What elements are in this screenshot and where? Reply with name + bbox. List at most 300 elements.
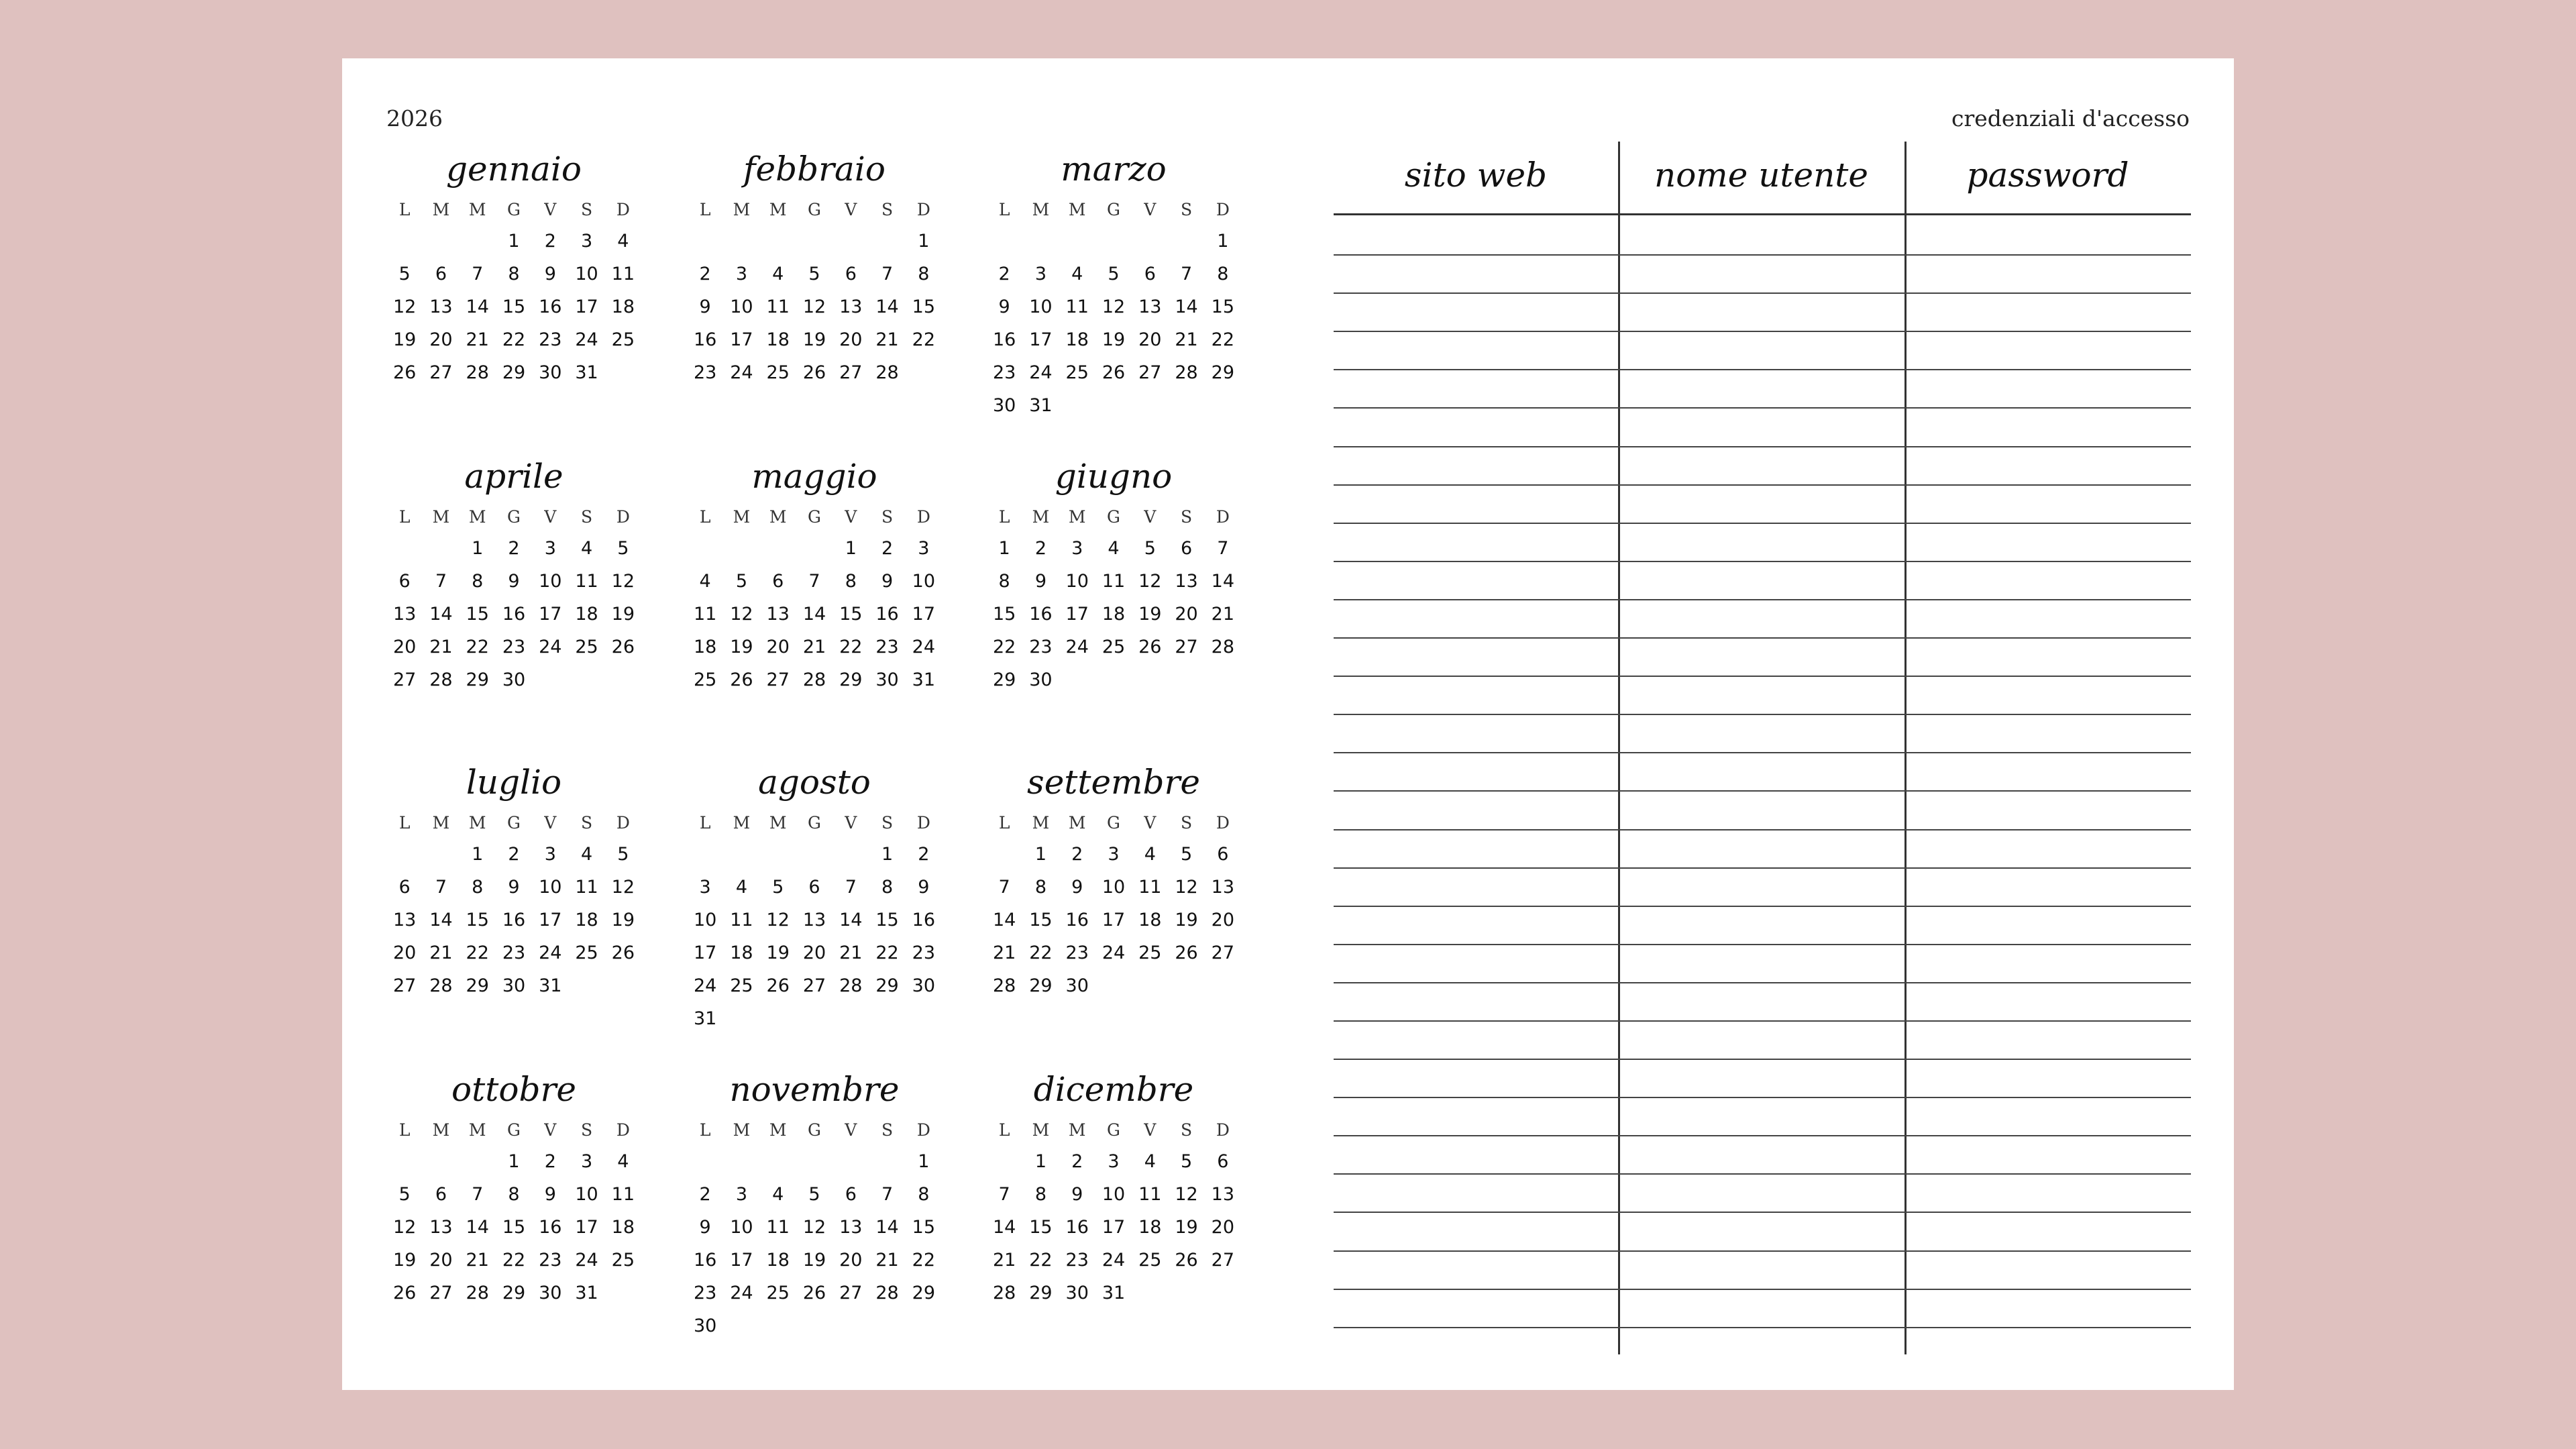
weekday-label: V [1144,507,1157,527]
day-number: 6 [845,1184,857,1205]
day-number: 19 [730,637,753,657]
credential-row[interactable] [1334,677,2191,715]
day-number: 13 [1138,297,1162,317]
day-number: 26 [730,669,753,690]
day-number: 22 [466,943,489,963]
day-number: 19 [766,943,790,963]
month-luglio [386,759,641,1002]
day-number: 17 [693,943,717,963]
day-number: 13 [766,604,790,625]
day-number: 17 [1102,910,1126,930]
day-number: 18 [1102,604,1126,625]
month-name: agosto [758,763,871,802]
day-number: 15 [1029,910,1053,930]
credential-row[interactable] [1334,792,2191,830]
weekday-header [386,808,641,838]
month-name: aprile [464,457,564,496]
day-number: 25 [766,1283,790,1303]
day-number: 29 [466,669,489,690]
day-number: 2 [1071,844,1083,865]
day-number: 1 [472,844,484,865]
weekday-label: V [845,813,857,833]
credential-row[interactable] [1334,1290,2191,1328]
credential-row[interactable] [1334,753,2191,792]
weekday-label: M [1068,200,1086,219]
weekday-label: V [1144,200,1157,219]
day-number: 5 [1108,264,1120,284]
day-number: 29 [839,669,863,690]
empty-day [423,1145,459,1178]
day-grid [687,1145,942,1342]
day-number: 10 [693,910,717,930]
day-number: 30 [502,669,526,690]
credential-row[interactable] [1334,409,2191,447]
day-number: 19 [1138,604,1162,625]
day-number: 22 [912,329,936,350]
credential-row[interactable] [1334,639,2191,677]
month-name: febbraio [743,150,885,189]
credential-row[interactable] [1334,294,2191,332]
day-number: 17 [539,604,562,625]
day-number: 30 [539,362,562,383]
day-number: 13 [839,1217,863,1238]
day-number: 8 [472,877,484,898]
weekday-label: M [1068,813,1086,833]
day-number: 24 [1102,1250,1126,1271]
day-number: 7 [881,264,894,284]
day-number: 23 [912,943,936,963]
weekday-label: D [916,1120,930,1140]
day-number: 12 [802,1217,826,1238]
day-number: 24 [575,329,598,350]
day-number: 7 [472,1184,484,1205]
credential-row[interactable] [1334,370,2191,409]
day-number: 2 [508,844,520,865]
empty-day [986,838,1022,871]
day-number: 21 [466,1250,489,1271]
day-number: 8 [508,1184,520,1205]
day-number: 3 [544,844,556,865]
day-number: 22 [1029,943,1053,963]
weekday-label: V [544,507,557,527]
day-number: 19 [1175,910,1198,930]
day-number: 18 [611,1217,635,1238]
day-number: 21 [992,1250,1016,1271]
day-number: 23 [992,362,1016,383]
day-number: 9 [998,297,1010,317]
day-number: 4 [1144,844,1156,865]
weekday-label: M [432,200,450,219]
weekday-label: G [507,200,521,219]
day-number: 7 [881,1184,894,1205]
day-number: 9 [1034,571,1047,592]
day-number: 28 [1175,362,1198,383]
weekday-label: D [916,813,930,833]
day-number: 4 [580,538,593,559]
day-number: 20 [392,943,417,963]
day-number: 17 [730,329,753,350]
month-novembre [687,1066,942,1342]
weekday-header [986,808,1241,838]
day-number: 30 [992,395,1016,416]
day-number: 15 [875,910,899,930]
day-number: 1 [472,538,484,559]
month-gennaio [386,146,641,389]
day-number: 7 [1217,538,1229,559]
day-number: 1 [998,538,1010,559]
day-number: 21 [875,329,899,350]
weekday-label: V [845,1120,857,1140]
credentials-rows [1334,217,2191,1328]
day-number: 28 [429,975,453,996]
day-number: 25 [693,669,717,690]
day-number: 16 [912,910,936,930]
day-number: 8 [1034,877,1047,898]
day-number: 2 [1034,538,1047,559]
day-number: 31 [575,1283,598,1303]
credential-row[interactable] [1334,1022,2191,1060]
day-number: 23 [693,362,717,383]
credential-row[interactable] [1334,830,2191,869]
credential-row[interactable] [1334,907,2191,945]
day-number: 17 [1065,604,1089,625]
day-number: 1 [508,1151,520,1172]
day-number: 8 [1217,264,1229,284]
day-number: 18 [766,1250,790,1271]
empty-day [687,532,723,565]
day-number: 2 [508,538,520,559]
day-number: 15 [466,910,489,930]
weekday-label: S [1180,1120,1193,1140]
weekday-label: M [769,813,787,833]
day-number: 31 [1029,395,1053,416]
day-number: 15 [1211,297,1235,317]
day-number: 15 [912,1217,936,1238]
day-number: 14 [466,1217,489,1238]
day-number: 18 [575,604,598,625]
month-name: gennaio [446,150,582,189]
weekday-label: L [398,200,411,219]
weekday-label: G [808,507,821,527]
weekday-label: V [544,813,557,833]
day-number: 25 [1065,362,1089,383]
day-number: 3 [699,877,711,898]
day-number: 28 [875,362,899,383]
day-number: 18 [1138,1217,1162,1238]
day-number: 22 [839,637,863,657]
day-number: 7 [472,264,484,284]
credential-row[interactable] [1334,524,2191,562]
weekday-label: D [616,1120,630,1140]
day-number: 20 [1138,329,1162,350]
day-number: 27 [1138,362,1162,383]
day-number: 25 [611,1250,635,1271]
day-number: 3 [1108,844,1120,865]
weekday-label: V [845,507,857,527]
day-number: 7 [1180,264,1193,284]
weekday-label: M [468,1120,486,1140]
day-number: 4 [735,877,748,898]
empty-day [460,1145,496,1178]
day-number: 20 [1211,910,1235,930]
credential-row[interactable] [1334,945,2191,983]
day-number: 29 [502,1283,526,1303]
day-number: 14 [429,910,453,930]
weekday-label: D [1216,200,1230,219]
empty-day [760,838,796,871]
column-header-website: sito web [1404,156,1548,195]
weekday-label: M [1032,1120,1050,1140]
day-number: 21 [466,329,489,350]
weekday-label: V [544,1120,557,1140]
weekday-label: G [1107,507,1120,527]
day-number: 26 [392,362,417,383]
weekday-label: L [699,200,711,219]
weekday-header [986,502,1241,532]
empty-day [386,532,423,565]
credential-row[interactable] [1334,486,2191,524]
weekday-label: M [769,1120,787,1140]
credential-row[interactable] [1334,217,2191,256]
credential-row[interactable] [1334,1136,2191,1175]
month-giugno [986,453,1241,696]
day-number: 6 [1217,1151,1229,1172]
weekday-label: D [616,507,630,527]
month-name: maggio [751,457,877,496]
credential-row[interactable] [1334,600,2191,639]
day-number: 2 [699,1184,711,1205]
weekday-label: M [733,1120,751,1140]
day-number: 26 [802,1283,826,1303]
weekday-header [687,502,942,532]
credential-row[interactable] [1334,1060,2191,1098]
day-number: 24 [1065,637,1089,657]
day-number: 7 [998,877,1010,898]
day-number: 11 [766,297,790,317]
day-number: 29 [1029,975,1053,996]
day-number: 12 [1138,571,1162,592]
day-number: 9 [1071,877,1083,898]
weekday-label: L [998,200,1010,219]
month-name: novembre [729,1070,900,1109]
day-number: 25 [575,943,598,963]
day-number: 3 [1071,538,1083,559]
day-number: 14 [992,1217,1016,1238]
day-number: 29 [992,669,1016,690]
day-number: 17 [539,910,562,930]
weekday-label: S [1180,507,1193,527]
day-number: 16 [1065,910,1089,930]
day-number: 11 [1138,1184,1162,1205]
weekday-label: L [699,1120,711,1140]
weekday-label: M [733,813,751,833]
day-number: 25 [1138,1250,1162,1271]
day-number: 17 [1029,329,1053,350]
day-number: 10 [1029,297,1053,317]
weekday-label: S [881,507,894,527]
day-number: 20 [1175,604,1198,625]
day-number: 4 [1144,1151,1156,1172]
day-number: 6 [1144,264,1156,284]
credential-row[interactable] [1334,715,2191,753]
day-number: 9 [508,877,520,898]
credential-row[interactable] [1334,1098,2191,1136]
day-number: 24 [730,362,753,383]
day-number: 21 [875,1250,899,1271]
day-number: 8 [881,877,894,898]
weekday-label: S [881,1120,894,1140]
day-number: 14 [429,604,453,625]
page-title: credenziali d'accesso [1951,105,2190,131]
credential-row[interactable] [1334,983,2191,1022]
day-number: 9 [544,264,556,284]
month-name: luglio [466,763,562,802]
day-number: 6 [772,571,784,592]
day-number: 30 [1029,669,1053,690]
weekday-header [687,1116,942,1145]
day-grid [386,532,641,696]
day-number: 5 [617,538,629,559]
day-number: 29 [1029,1283,1053,1303]
weekday-label: L [398,1120,411,1140]
day-number: 18 [766,329,790,350]
day-number: 26 [392,1283,417,1303]
day-number: 15 [502,1217,526,1238]
empty-day [723,1145,759,1178]
day-number: 8 [845,571,857,592]
day-number: 13 [392,604,417,625]
day-number: 17 [730,1250,753,1271]
weekday-label: S [580,507,593,527]
day-number: 13 [802,910,826,930]
day-number: 27 [1211,943,1235,963]
weekday-header [986,195,1241,225]
day-number: 24 [912,637,936,657]
day-number: 6 [808,877,820,898]
day-number: 27 [429,362,453,383]
day-number: 3 [1034,264,1047,284]
credential-row[interactable] [1334,562,2191,600]
weekday-label: M [468,507,486,527]
weekday-header [386,502,641,532]
day-number: 4 [617,231,629,252]
weekday-label: D [616,813,630,833]
day-number: 22 [1029,1250,1053,1271]
weekday-label: G [1107,813,1120,833]
empty-day [796,838,833,871]
day-number: 26 [1138,637,1162,657]
weekday-label: M [1032,507,1050,527]
day-number: 11 [575,571,598,592]
day-number: 29 [466,975,489,996]
weekday-label: S [881,813,894,833]
weekday-label: S [1180,200,1193,219]
day-number: 6 [1217,844,1229,865]
weekday-label: M [769,507,787,527]
day-number: 1 [1217,231,1229,252]
empty-day [723,225,759,258]
day-number: 29 [912,1283,936,1303]
day-number: 30 [875,669,899,690]
weekday-label: G [507,507,521,527]
day-number: 24 [575,1250,598,1271]
day-number: 3 [580,1151,593,1172]
day-number: 20 [766,637,790,657]
credential-row[interactable] [1334,869,2191,907]
day-number: 30 [693,1316,717,1336]
day-number: 9 [508,571,520,592]
day-number: 6 [398,877,411,898]
day-number: 14 [1211,571,1235,592]
credential-row[interactable] [1334,1175,2191,1213]
weekday-label: V [1144,813,1157,833]
day-number: 25 [1138,943,1162,963]
empty-day [1095,225,1132,258]
credential-row[interactable] [1334,1252,2191,1290]
empty-day [687,225,723,258]
day-number: 10 [730,1217,753,1238]
day-number: 15 [502,297,526,317]
day-number: 10 [1102,1184,1126,1205]
credential-row[interactable] [1334,1213,2191,1251]
weekday-header [386,195,641,225]
day-number: 12 [730,604,753,625]
weekday-label: G [1107,200,1120,219]
day-number: 27 [802,975,826,996]
month-aprile [386,453,641,696]
day-number: 16 [502,604,526,625]
day-grid [386,1145,641,1309]
day-number: 28 [992,975,1016,996]
day-number: 1 [508,231,520,252]
day-number: 16 [1029,604,1053,625]
month-marzo [986,146,1241,422]
day-number: 12 [1175,877,1198,898]
day-number: 15 [466,604,489,625]
day-number: 27 [392,669,417,690]
credential-row[interactable] [1334,332,2191,370]
day-number: 16 [992,329,1016,350]
day-number: 28 [802,669,826,690]
credentials-header [1334,142,2191,215]
weekday-label: L [398,813,411,833]
day-number: 17 [575,1217,598,1238]
credential-row[interactable] [1334,447,2191,486]
weekday-label: M [769,200,787,219]
day-grid [687,838,942,1035]
day-number: 31 [1102,1283,1126,1303]
month-settembre [986,759,1241,1002]
empty-day [687,838,723,871]
day-number: 27 [766,669,790,690]
day-number: 21 [429,943,453,963]
day-number: 30 [502,975,526,996]
day-number: 8 [998,571,1010,592]
year-label: 2026 [386,105,443,131]
day-number: 19 [802,329,826,350]
day-number: 27 [392,975,417,996]
day-number: 8 [508,264,520,284]
day-number: 28 [992,1283,1016,1303]
day-number: 8 [472,571,484,592]
day-number: 1 [1034,1151,1047,1172]
credential-row[interactable] [1334,256,2191,294]
day-number: 18 [693,637,717,657]
weekday-label: M [1032,813,1050,833]
weekday-header [386,1116,641,1145]
day-number: 7 [435,571,447,592]
day-number: 17 [912,604,936,625]
